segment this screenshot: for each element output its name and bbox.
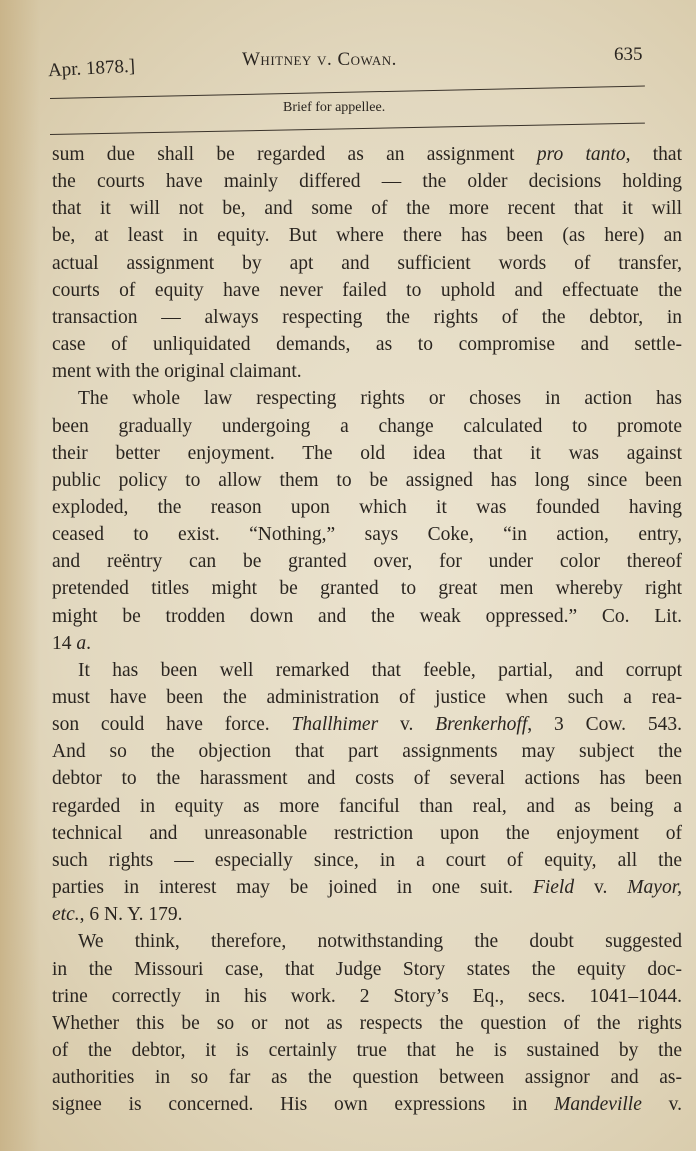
text-segment: It has been well remarked that feeble, partial, and corrupt [78, 659, 682, 681]
text-line [52, 469, 682, 493]
text-segment: trine correctly in his work. 2 Story’s Eq., secs. 1041–1044. [52, 985, 682, 1007]
text-segment: . [86, 632, 91, 654]
text-line [52, 849, 682, 873]
text-line [52, 659, 682, 683]
text-line [52, 387, 682, 411]
subtitle: Brief for appellee. [283, 100, 386, 115]
text-line [52, 550, 682, 574]
text-segment: the courts have mainly differed — the older decisions holding [52, 171, 682, 193]
text-line [52, 360, 682, 384]
text-line [52, 252, 682, 276]
text-line [52, 523, 682, 547]
text-line [52, 740, 682, 764]
text-segment: We think, therefore, notwithstanding the doubt suggested [78, 931, 682, 953]
text-segment: , that [625, 144, 682, 165]
text-line [52, 170, 682, 194]
italic-text: pro tanto [536, 144, 626, 165]
text-line [52, 876, 682, 900]
text-segment: must have been the administration of justice when such a rea- [52, 687, 682, 708]
italic-text: Mandeville [554, 1094, 642, 1116]
text-line [52, 442, 682, 466]
text-segment: case of unliquidated demands, as to compromise and settle- [52, 334, 682, 356]
text-segment: technical and unreasonable restriction upon the enjoyment of [52, 822, 682, 844]
page-number: 635 [614, 44, 643, 65]
text-line [52, 333, 682, 357]
text-segment: actual assignment by apt and sufficient words of transfer, [52, 252, 682, 274]
running-head-date: Apr. 1878.] [47, 55, 136, 82]
text-segment: exploded, the reason upon which it was founded having [52, 496, 682, 518]
text-segment: signee is concerned. His own expressions in [52, 1094, 555, 1116]
text-line [52, 822, 682, 846]
running-head-title: Whitney v. Cowan. [242, 49, 397, 70]
text-segment: might be trodden down and the weak oppressed.” Co. Lit. [52, 605, 682, 627]
text-segment: public policy to allow them to be assigned has long since been [52, 469, 682, 491]
italic-text: Brenkerhoff [435, 714, 528, 736]
text-segment: v. [378, 714, 436, 736]
text-line [52, 1093, 682, 1117]
header-rule-top [50, 86, 645, 99]
text-segment: parties in interest may be joined in one suit. [52, 877, 533, 899]
text-line [52, 306, 682, 330]
text-line [52, 1012, 682, 1036]
text-segment: And so the objection that part assignments may subject the [52, 741, 682, 763]
text-line [52, 985, 682, 1009]
text-line [52, 767, 682, 791]
text-line [52, 795, 682, 819]
text-segment: been gradually undergoing a change calculated to promote [52, 415, 682, 437]
text-segment: , 3 Cow. 543. [527, 714, 682, 736]
text-segment: regarded in equity as more fanciful than real, and as being a [52, 795, 682, 817]
text-line [52, 415, 682, 439]
text-segment: , 6 N. Y. 179. [79, 904, 183, 926]
text-line [52, 496, 682, 520]
header-rule-bottom [50, 123, 645, 135]
text-line [52, 577, 682, 601]
text-line [52, 958, 682, 982]
text-segment: ment with the original claimant. [52, 361, 302, 383]
text-line [52, 632, 682, 656]
text-line [52, 279, 682, 303]
italic-text: etc. [52, 904, 80, 926]
italic-text: Field [532, 877, 575, 899]
text-segment: and reëntry can be granted over, for under color thereof [52, 551, 682, 573]
text-line [52, 143, 682, 167]
text-line [52, 1066, 682, 1090]
text-line [52, 930, 682, 954]
italic-text: a [76, 632, 87, 654]
text-line [52, 686, 682, 710]
text-segment: son could have force. [52, 714, 292, 736]
text-segment: authorities in so far as the question between assignor and as- [52, 1067, 682, 1089]
text-line [52, 224, 682, 248]
text-segment: transaction — always respecting the rights of the debtor, in [52, 306, 682, 328]
italic-text: Mayor, [627, 877, 682, 899]
text-segment: v. [574, 877, 628, 899]
text-segment: 14 [52, 632, 77, 654]
text-segment: be, at least in equity. But where there has been (as here) an [52, 225, 682, 247]
text-line [52, 1039, 682, 1063]
text-segment: sum due shall be regarded as an assignment [52, 144, 537, 165]
text-segment: v. [641, 1094, 683, 1116]
text-segment: their better enjoyment. The old idea that it was against [52, 442, 682, 464]
text-segment: in the Missouri case, that Judge Story states the equity doc- [52, 958, 682, 980]
text-segment: such rights — especially since, in a court of equity, all the [52, 849, 682, 871]
text-line [52, 713, 682, 737]
text-segment: The whole law respecting rights or choses in action has [78, 388, 682, 410]
text-segment: Whether this be so or not as respects the question of the rights [52, 1012, 682, 1034]
text-line [52, 605, 682, 629]
text-segment: debtor to the harassment and costs of several actions has been [52, 768, 682, 790]
text-line [52, 197, 682, 221]
text-segment: of the debtor, it is certainly true that he is sustained by the [52, 1039, 682, 1061]
page-edge-shadow [0, 0, 40, 1151]
text-line [52, 903, 682, 927]
text-segment: that it will not be, and some of the more recent that it will [52, 198, 682, 220]
italic-text: Thallhimer [291, 714, 379, 736]
text-segment: ceased to exist. “Nothing,” says Coke, “in action, entry, [52, 524, 682, 546]
text-segment: pretended titles might be granted to great men whereby right [52, 578, 682, 600]
text-segment: courts of equity have never failed to uphold and effectuate the [52, 279, 682, 301]
